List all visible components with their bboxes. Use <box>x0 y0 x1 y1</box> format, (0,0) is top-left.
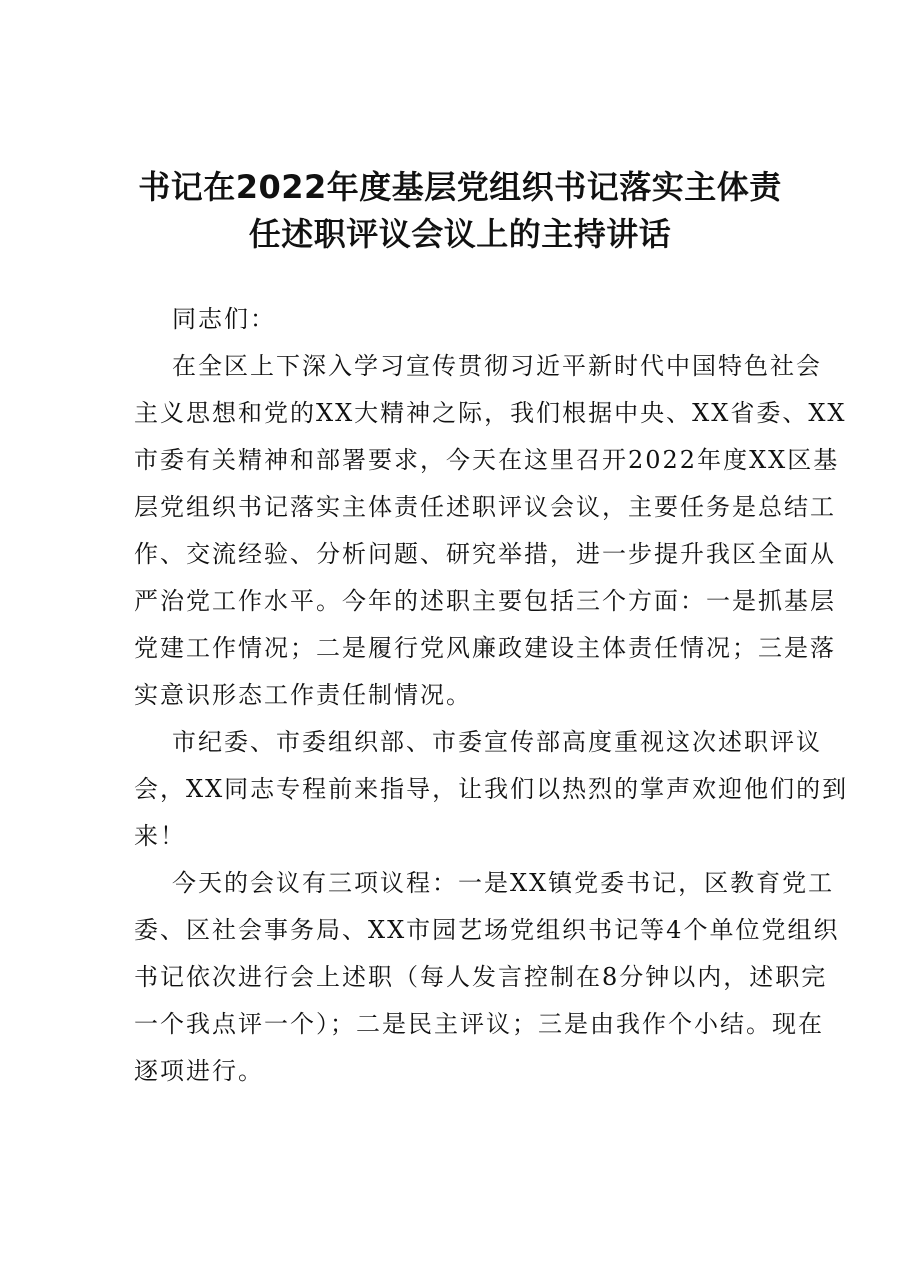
paragraph-line: 在全区上下深入学习宣传贯彻习近平新时代中国特色社会 <box>172 352 822 380</box>
document-body <box>134 296 849 1095</box>
paragraph-line: 委、区社会事务局、XX市园艺场党组织书记等4个单位党组织 <box>134 916 840 944</box>
title-line: 书记在2022年度基层党组织书记落实主体责 <box>138 168 782 206</box>
paragraph-line: 市委有关精神和部署要求，今天在这里召开2022年度XX区基 <box>134 446 840 474</box>
paragraph-line: 逐项进行。 <box>134 1057 264 1085</box>
paragraph <box>134 719 849 860</box>
paragraph-line: 严治党工作水平。今年的述职主要包括三个方面：一是抓基层 <box>134 587 836 615</box>
salutation: 同志们： <box>172 305 276 333</box>
paragraph-line: 来！ <box>134 822 186 850</box>
paragraph-line: 书记依次进行会上述职（每人发言控制在8分钟以内，述职完 <box>134 963 828 991</box>
paragraph-line: 一个我点评一个）；二是民主评议；三是由我作个小结。现在 <box>134 1010 824 1038</box>
paragraph-line: 作、交流经验、分析问题、研究举措，进一步提升我区全面从 <box>134 540 836 568</box>
document-title <box>130 164 790 258</box>
paragraph-line: 市纪委、市委组织部、市委宣传部高度重视这次述职评议 <box>172 728 822 756</box>
paragraph <box>134 343 847 719</box>
paragraph-line: 今天的会议有三项议程：一是XX镇党委书记，区教育党工 <box>172 869 835 897</box>
paragraph-line: 实意识形态工作责任制情况。 <box>134 681 472 709</box>
paragraph-line: 层党组织书记落实主体责任述职评议会议，主要任务是总结工 <box>134 493 836 521</box>
paragraph-line: 会，XX同志专程前来指导，让我们以热烈的掌声欢迎他们的到 <box>134 775 849 803</box>
title-line: 任述职评议会议上的主持讲话 <box>248 215 672 253</box>
paragraph-line: 党建工作情况；二是履行党风廉政建设主体责任情况；三是落 <box>134 634 836 662</box>
paragraph <box>134 860 840 1095</box>
paragraph-line: 主义思想和党的XX大精神之际，我们根据中央、XX省委、XX <box>134 399 847 427</box>
